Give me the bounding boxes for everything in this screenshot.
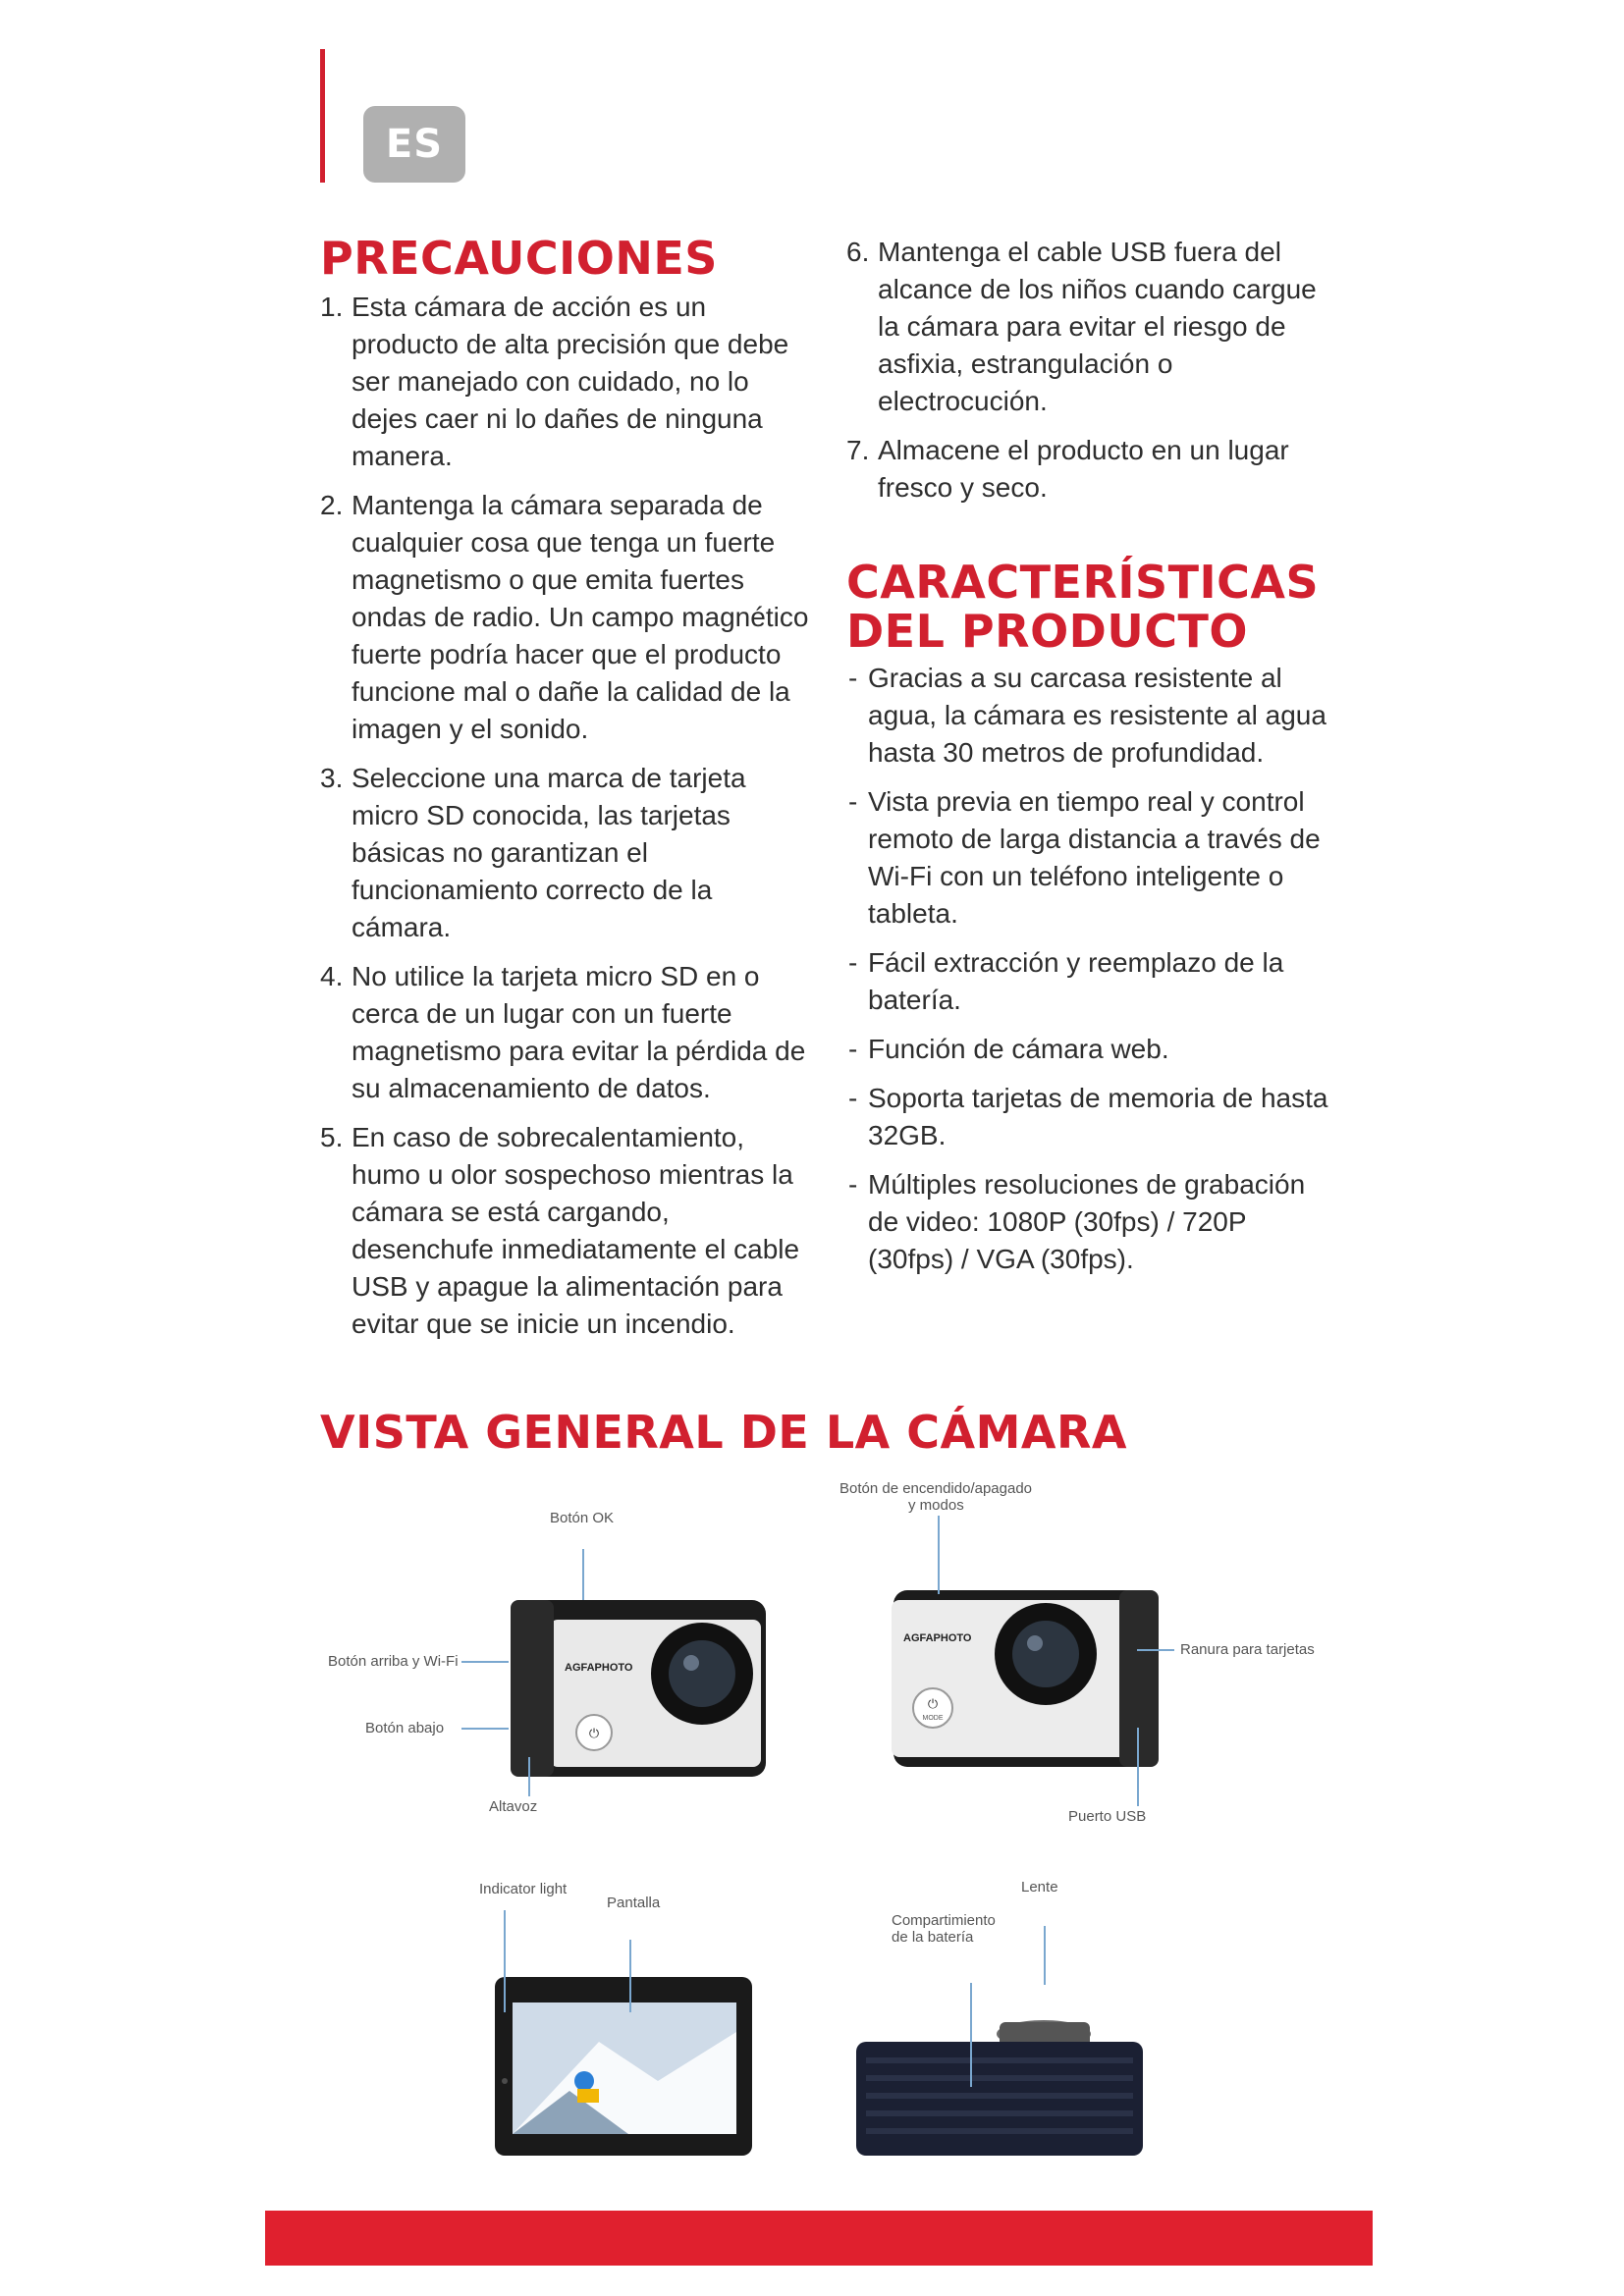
header-accent-bar	[320, 49, 325, 183]
label-speaker: Altavoz	[489, 1798, 538, 1815]
leader-line	[582, 1549, 584, 1600]
brand-logo: AGFAPHOTO	[565, 1662, 633, 1674]
camera-side-port	[1119, 1590, 1159, 1767]
precautions-section	[320, 234, 811, 1355]
language-badge: ES	[363, 106, 465, 183]
feature-item: - Gracias a su carcasa resistente al agua, la cámara es resistente al agua hasta 30 metros de profundidad.	[848, 663, 1326, 768]
camera-front-right-image	[874, 1571, 1168, 1777]
svg-text:⏻: ⏻	[588, 1726, 600, 1740]
lens-glass	[1012, 1621, 1079, 1687]
right-column	[846, 234, 1337, 1290]
precaution-item: 2. Mantenga la cámara separada de cualquier cosa que tenga un fuerte magnetismo o que emita fuertes ondas de radio. Un campo magnético fuerte podría hacer que el producto funcione mal o dañe la calidad de la imagen y el sonido.	[320, 490, 809, 744]
camera-top-battery-image	[852, 2002, 1147, 2160]
leader-line	[938, 1516, 940, 1594]
label-down-button: Botón abajo	[365, 1720, 445, 1736]
leader-line	[1137, 1728, 1139, 1806]
brand-logo: AGFAPHOTO	[903, 1632, 972, 1644]
indicator-light-dot	[502, 2078, 508, 2084]
leader-line	[1044, 1926, 1046, 1985]
label-indicator-light: Indicator light	[479, 1881, 568, 1897]
camera-front-left-image	[491, 1590, 785, 1787]
leader-line	[528, 1757, 530, 1796]
feature-item: - Función de cámara web.	[848, 1034, 1169, 1064]
leader-line	[461, 1661, 509, 1663]
label-card-slot: Ranura para tarjetas	[1180, 1641, 1315, 1658]
overview-title: VISTA GENERAL DE LA CÁMARA	[320, 1406, 1128, 1459]
feature-item: - Múltiples resoluciones de grabación de video: 1080P (30fps) / 720P (30fps) / VGA (30fps).	[848, 1169, 1306, 1274]
precaution-item: 1. Esta cámara de acción es un producto de alta precisión que debe ser manejado con cuidado, no lo dejes caer ni lo dañes de ninguna manera.	[320, 292, 789, 471]
label-usb-port: Puerto USB	[1068, 1808, 1147, 1825]
leader-line	[629, 1940, 631, 2012]
precaution-item: 4. No utilice la tarjeta micro SD en o cerca de un lugar con un fuerte magnetismo para evitar la pérdida de su almacenamiento de datos.	[320, 961, 806, 1103]
svg-text:⏻: ⏻	[927, 1696, 939, 1711]
label-lens: Lente	[1021, 1879, 1058, 1896]
camera-side-buttons	[511, 1600, 554, 1777]
precautions-list-continued	[846, 234, 1337, 507]
leader-line	[461, 1728, 509, 1730]
precaution-item: 6. Mantenga el cable USB fuera del alcance de los niños cuando cargue la cámara para evitar el riesgo de asfixia, estrangulación o electrocución.	[846, 237, 1317, 416]
precaution-item: 5. En caso de sobrecalentamiento, humo u olor sospechoso mientras la cámara se está cargando, desenchufe inmediatamente el cable USB y apague la alimentación para evitar que se inicie un incendio.	[320, 1122, 800, 1339]
label-screen: Pantalla	[607, 1895, 661, 1911]
leader-line	[970, 1983, 972, 2087]
feature-item: - Soporta tarjetas de memoria de hasta 32GB.	[848, 1083, 1328, 1150]
svg-text:MODE: MODE	[922, 1715, 944, 1722]
feature-item: - Fácil extracción y reemplazo de la batería.	[848, 947, 1284, 1015]
skier-figure	[574, 2071, 594, 2091]
label-ok-button: Botón OK	[550, 1510, 615, 1526]
leader-line	[1137, 1649, 1174, 1651]
precaution-item: 3. Seleccione una marca de tarjeta micro SD conocida, las tarjetas básicas no garantizan el funcionamiento correcto de la cámara.	[320, 763, 746, 942]
lens-glass	[669, 1640, 735, 1707]
precautions-title: PRECAUCIONES	[320, 232, 718, 285]
features-list	[846, 660, 1337, 1278]
camera-back-screen-image	[491, 1973, 756, 2160]
feature-item: - Vista previa en tiempo real y control remoto de larga distancia a través de Wi-Fi con un teléfono inteligente o tableta.	[848, 786, 1321, 929]
label-battery-compartment: Compartimiento de la batería	[892, 1912, 996, 1946]
leader-line	[504, 1910, 506, 2012]
label-up-wifi-button: Botón arriba y Wi-Fi	[328, 1653, 459, 1670]
footer-accent-bar	[265, 2211, 1373, 2266]
precaution-item: 7. Almacene el producto en un lugar fresco y seco.	[846, 435, 1289, 503]
label-power-button: Botón de encendido/apagado y modos	[839, 1480, 1033, 1514]
precautions-list	[320, 289, 811, 1343]
features-title: CARACTERÍSTICAS DEL PRODUCTO	[846, 556, 1320, 658]
